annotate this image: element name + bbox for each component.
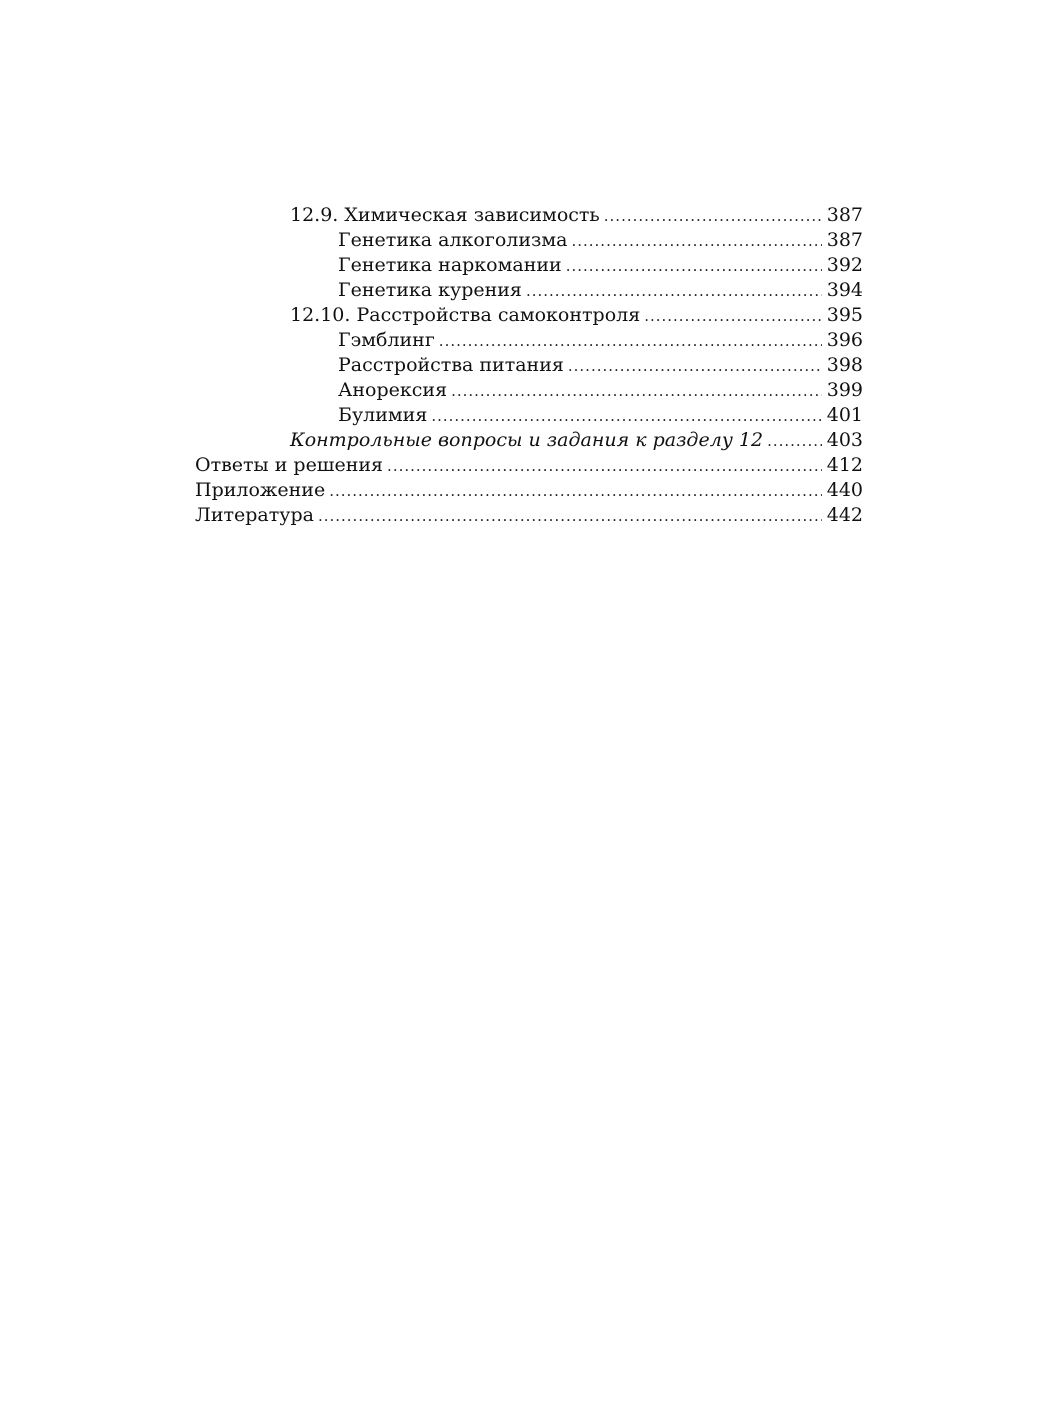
toc-entry-drug-addiction-genetics[interactable] [195,253,863,278]
toc-entry-page: 401 [826,404,863,426]
toc-entry-page: 396 [826,329,863,351]
toc-entry-self-control-disorders[interactable] [195,303,863,328]
toc-entry-title: Ответы и решения [195,453,387,478]
toc-entry-title: Контрольные вопросы и задания к разделу 12 [290,428,767,453]
toc-dot-leader [767,429,822,454]
toc-entry-title: Литература [195,503,318,528]
toc-entry-page: 398 [826,354,863,376]
toc-dot-leader [329,479,822,504]
toc-entry-answers[interactable] [195,453,863,478]
toc-dot-leader [644,304,822,329]
toc-entry-title: 12.9. Химическая зависимость [290,203,604,228]
toc-dot-leader [571,229,821,254]
toc-entry-title: 12.10. Расстройства самоконтроля [290,303,644,328]
toc-entry-title: Анорексия [338,378,451,403]
toc-entry-eating-disorders[interactable] [195,353,863,378]
toc-entry-page: 442 [826,504,863,526]
toc-entry-title: Генетика курения [338,278,526,303]
toc-entry-page: 395 [826,304,863,326]
toc-entry-appendix[interactable] [195,478,863,503]
toc-entry-page: 440 [826,479,863,501]
toc-entry-title: Приложение [195,478,329,503]
toc-entry-references[interactable] [195,503,863,528]
toc-dot-leader [568,354,822,379]
toc-entry-title: Булимия [338,403,431,428]
toc-entry-title: Генетика алкоголизма [338,228,571,253]
toc-entry-review-questions[interactable] [195,428,863,453]
toc-entry-smoking-genetics[interactable] [195,278,863,303]
toc-entry-page: 387 [826,229,863,251]
toc-dot-leader [526,279,822,304]
toc-entry-page: 387 [826,204,863,226]
toc-entry-bulimia[interactable] [195,403,863,428]
toc-entry-title: Генетика наркомании [338,253,566,278]
toc-entry-page: 394 [826,279,863,301]
toc-dot-leader [566,254,822,279]
toc-dot-leader [431,404,821,429]
toc-entry-gambling[interactable] [195,328,863,353]
toc-entry-title: Расстройства питания [338,353,568,378]
toc-dot-leader [318,504,822,529]
toc-entry-anorexia[interactable] [195,378,863,403]
toc-dot-leader [439,329,822,354]
toc-entry-chemical-dependency[interactable] [195,203,863,228]
toc-entry-alcoholism-genetics[interactable] [195,228,863,253]
toc-entry-page: 392 [826,254,863,276]
toc-entry-page: 403 [826,429,863,451]
toc-dot-leader [387,454,822,479]
table-of-contents [195,203,863,528]
toc-entry-page: 399 [826,379,863,401]
toc-entry-page: 412 [826,454,863,476]
toc-entry-title: Гэмблинг [338,328,439,353]
toc-dot-leader [451,379,822,404]
toc-dot-leader [604,204,822,229]
